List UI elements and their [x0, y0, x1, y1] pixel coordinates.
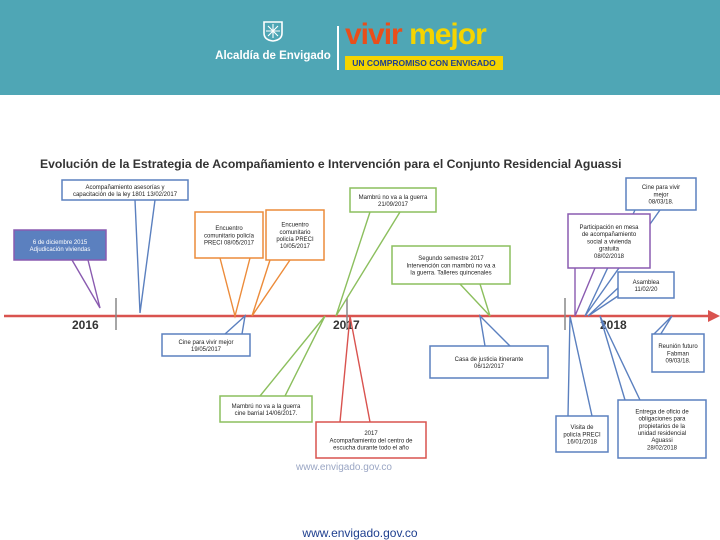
- event-text-cine-2017: Cine para vivir mejor: [178, 339, 234, 346]
- timeline-diagram: [0, 148, 720, 474]
- event-text-cine-2018: mejor: [653, 192, 669, 199]
- event-box-reunion-futuro: [652, 334, 704, 372]
- event-text-encuentro-1: Encuentro: [215, 226, 243, 233]
- event-text-mambru-1: 21/09/2017: [377, 202, 409, 208]
- event-text-acompanamiento-escuela: escucha durante todo el año: [333, 445, 409, 452]
- event-text-mambru-1: Mambrú no va a la guerra: [358, 194, 428, 201]
- event-box-entrega-oficio: [618, 400, 706, 458]
- event-text-reunion-futuro: Reunión futuro: [658, 344, 698, 351]
- event-text-encuentro-1: comunitario policía: [203, 233, 255, 240]
- event-text-cine-2018: Cine para vivir: [641, 185, 681, 192]
- event-text-adjudicacion: Adjudicación viviendas: [29, 247, 91, 253]
- event-text-entrega-oficio: obligaciones para: [638, 416, 686, 423]
- footer-url: www.envigado.gov.co: [302, 526, 418, 540]
- year-2017: 2017: [333, 318, 360, 332]
- event-box-acompanamiento-asesorias: [62, 180, 188, 200]
- event-text-segundo-semestre: Intervención con mambrú no va a: [406, 263, 496, 270]
- event-text-casa-justicia: 06/12/2017: [473, 364, 505, 370]
- event-text-casa-justicia: Casa de justicia itinerante: [454, 356, 524, 363]
- event-text-entrega-oficio: propietarios de la: [638, 423, 686, 430]
- event-text-encuentro-2: comunitario: [279, 229, 311, 236]
- year-2018: 2018: [600, 318, 627, 332]
- event-box-mambru-2: [220, 396, 312, 422]
- brand-word-mejor: mejor: [409, 18, 486, 51]
- logo-divider: [337, 26, 339, 70]
- event-text-acompanamiento-escuela: Acompañamiento del centro de: [329, 438, 413, 445]
- event-text-participacion-mesa: Participación en mesa: [579, 225, 639, 231]
- event-text-reunion-futuro: 09/03/18.: [665, 358, 691, 365]
- event-text-asamblea: 11/02/20: [634, 287, 658, 293]
- diagram-watermark: www.envigado.gov.co: [296, 462, 392, 473]
- event-text-entrega-oficio: 28/02/2018: [646, 445, 678, 452]
- event-text-acompanamiento-escuela: 2017: [364, 431, 378, 438]
- event-text-segundo-semestre: Segundo semestre 2017: [418, 256, 484, 263]
- event-box-mambru-1: [350, 188, 436, 212]
- event-box-encuentro-1: [195, 212, 263, 258]
- event-text-segundo-semestre: la guerra. Talleres quincenales: [410, 270, 492, 277]
- header-band: [0, 0, 720, 95]
- event-box-cine-2018: [626, 178, 696, 210]
- diagram-title: Evolución de la Estrategia de Acompañamiento e Intervención para el Conjunto Residencial Aguassi: [40, 157, 622, 171]
- event-text-participacion-mesa: gratuita: [598, 246, 620, 253]
- event-text-reunion-futuro: Fabman: [666, 351, 690, 358]
- event-text-entrega-oficio: unidad residencial: [637, 431, 687, 437]
- event-box-participacion-mesa: [568, 214, 650, 268]
- event-text-visita-policia: Visita de: [570, 425, 594, 432]
- alcaldia-name: Alcaldía de Envigado: [215, 50, 331, 62]
- event-text-entrega-oficio: Entrega de oficio de: [635, 409, 689, 416]
- event-text-asamblea: Asamblea: [632, 279, 660, 286]
- event-text-entrega-oficio: Aguassi: [651, 438, 673, 445]
- event-text-participacion-mesa: social a vivienda: [586, 239, 632, 246]
- event-text-mambru-2: Mambrú no va a la guerra: [231, 403, 301, 410]
- event-text-cine-2017: 19/05/2017: [190, 347, 222, 353]
- event-text-cine-2018: 08/03/18.: [648, 199, 674, 206]
- event-box-casa-justicia: [430, 346, 548, 378]
- municipal-seal-icon: [262, 20, 284, 42]
- event-box-segundo-semestre: [392, 246, 510, 284]
- event-text-encuentro-1: PRECI 08/05/2017: [203, 240, 255, 247]
- event-box-visita-policia: [556, 416, 608, 452]
- event-box-encuentro-2: [266, 210, 324, 260]
- event-text-adjudicacion: 6 de diciembre 2015: [32, 239, 88, 246]
- event-text-encuentro-2: Encuentro: [281, 222, 309, 229]
- alcaldia-logo: [212, 18, 334, 72]
- event-text-visita-policia: policía PRECI: [563, 432, 601, 439]
- event-box-adjudicacion: [14, 230, 106, 260]
- brand-wordmark: [345, 18, 486, 52]
- event-text-encuentro-2: 10/05/2017: [279, 244, 311, 251]
- event-box-acompanamiento-escuela: [316, 422, 426, 458]
- event-text-participacion-mesa: 08/02/2018: [593, 253, 625, 260]
- event-text-mambru-2: cine barrial 14/06/2017.: [234, 411, 298, 417]
- brand-logo: [345, 18, 505, 74]
- year-2016: 2016: [72, 318, 99, 332]
- event-box-asamblea: [618, 272, 674, 298]
- event-text-participacion-mesa: de acompañamiento: [581, 232, 637, 239]
- event-text-visita-policia: 16/01/2018: [566, 439, 598, 446]
- event-text-encuentro-2: policía PRECI: [276, 237, 314, 243]
- event-text-acompanamiento-asesorias: capacitación de la ley 1801 13/02/2017: [72, 192, 178, 198]
- brand-word-vivir: vivir: [345, 18, 402, 51]
- event-box-cine-2017: [162, 334, 250, 356]
- timeline-svg: [0, 148, 720, 474]
- brand-tagline: UN COMPROMISO CON ENVIGADO: [345, 56, 503, 70]
- event-text-acompanamiento-asesorias: Acompañamiento asesorías y: [85, 184, 165, 191]
